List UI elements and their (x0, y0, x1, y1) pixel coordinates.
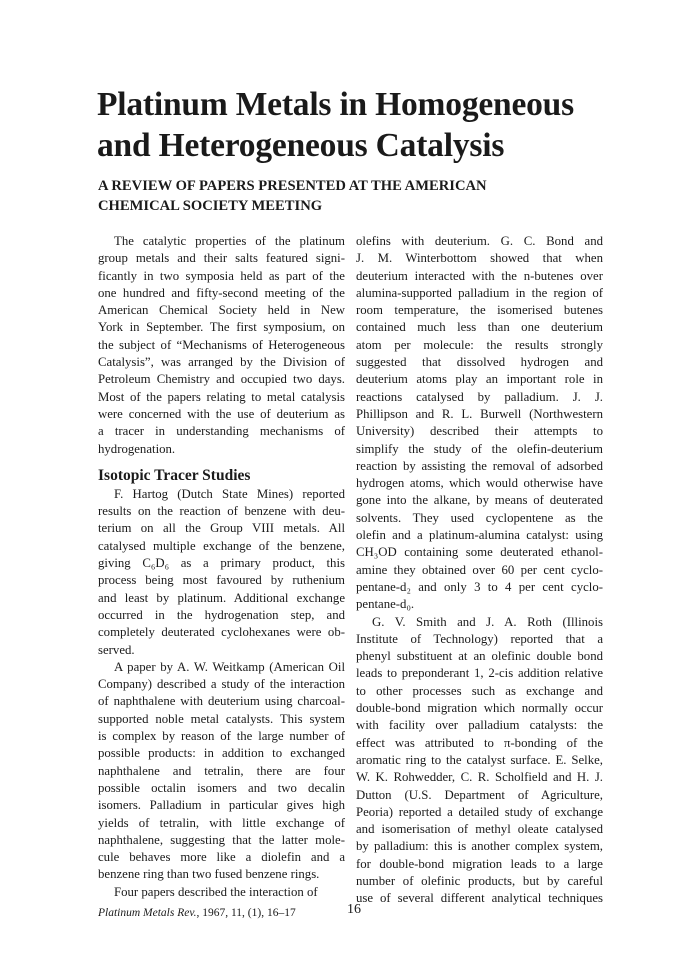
left-column (98, 233, 345, 901)
text-line: contained much less than one deuterium (356, 320, 603, 335)
text-line: reaction by assisting the removal of adsorbed (356, 458, 603, 473)
text-line: F. Hartog (Dutch State Mines) reported (114, 486, 345, 501)
text-line: phenyl substituent at an olefinic double bond (356, 649, 603, 664)
text-line: olefin and a platinum-alumina catalyst: using (356, 528, 603, 543)
text-line: CH₃OD containing some deuterated ethanol- (356, 545, 603, 560)
text-line: Phillipson and R. L. Burwell (Northwestern (356, 406, 603, 421)
text-line: amine they obtained over 60 per cent cyclo- (356, 562, 603, 577)
citation-details: , 1967, 11, (1), 16–17 (196, 907, 296, 919)
text-line: pentane-d₂ and only 3 to 4 per cent cyclo- (356, 579, 603, 594)
section-gap (98, 458, 345, 464)
text-line: aromatic ring to the catalyst surface. E. Selke, (356, 752, 603, 767)
text-line: American Chemical Society held in New (98, 303, 345, 318)
text-line: J. M. Winterbottom showed that when (356, 251, 603, 266)
text-line: Company) described a study of the interaction (98, 677, 345, 692)
text-line: possible products: in addition to exchanged (98, 746, 345, 761)
text-line: naphthalene and tetralin, there are four (98, 763, 345, 778)
text-line: one hundred and fifty-second meeting of the (98, 285, 345, 300)
text-line: simplify the study of the olefin-deuterium (356, 441, 603, 456)
text-line: deuterium atoms play an important role in (356, 372, 603, 387)
text-line: for double-bond migration leads to a large (356, 856, 603, 871)
text-line: Petroleum Chemistry and occupied two days. (98, 372, 345, 387)
text-line: served. (98, 642, 135, 657)
text-line: reactions catalysed by palladium. J. J. (356, 389, 603, 404)
text-line: Dutton (U.S. Department of Agriculture, (356, 787, 603, 802)
journal-name: Platinum Metals Rev. (98, 907, 197, 919)
text-line: Institute of Technology) reported that a (356, 631, 603, 646)
text-line: number of olefinic products, but by careful (356, 873, 603, 888)
text-line: ficantly in two symposia held as part of the (98, 268, 345, 283)
text-line: giving C₆D₆ as a primary product, this (98, 556, 345, 571)
text-line: naphthalene, suggesting that the latter mole- (98, 832, 345, 847)
section-heading: Isotopic Tracer Studies (98, 466, 251, 484)
text-line: possible octalin isomers and two decalin (98, 780, 345, 795)
text-line: deuterium interacted with the n-butenes over (356, 268, 603, 283)
text-line: solvents. They used cyclopentene as the (356, 510, 603, 525)
text-line: double-bond migration which normally occur (356, 701, 603, 716)
text-line: cule behaves more like a diolefin and a (98, 850, 345, 865)
text-line: a tracer in understanding mechanisms of (98, 424, 345, 439)
text-line: hydrogen atoms, which would otherwise have (356, 476, 603, 491)
text-line: yields of tetralin, with little exchange of (98, 815, 345, 830)
right-column (356, 233, 603, 908)
text-line: the subject of “Mechanisms of Heterogeneous (98, 337, 345, 352)
text-line: alumina-supported palladium in the region of (356, 285, 603, 300)
text-line: and least by platinum. Additional exchange (98, 590, 345, 605)
text-line: process being most favoured by ruthenium (98, 573, 345, 588)
text-line: catalysed multiple exchange of the benzene, (98, 538, 345, 553)
text-line: terium on all the Group VIII metals. All (98, 521, 345, 536)
text-line: A paper by A. W. Weitkamp (American Oil (114, 659, 345, 674)
text-line: is complex by reason of the large number of (98, 729, 345, 744)
text-line: completely deuterated cyclohexanes were ob- (98, 625, 345, 640)
text-line: pentane-d₀. (356, 597, 415, 612)
text-line: hydrogenation. (98, 441, 176, 456)
text-line: benzene ring than two fused benzene rings. (98, 867, 320, 882)
text-line: atom per molecule: the results strongly (356, 337, 603, 352)
text-line: with facility over palladium catalysts: the (356, 718, 603, 733)
footer-citation (98, 907, 296, 919)
text-line: group metals and their salts featured signi- (98, 251, 345, 266)
text-line: results on the reaction of benzene with deu- (98, 504, 345, 519)
text-line: use of several different analytical techniques (356, 891, 603, 906)
text-line: occurred in the hydrogenation step, and (98, 607, 345, 622)
text-line: York in September. The first symposium, on (98, 320, 345, 335)
text-line: The catalytic properties of the platinum (114, 234, 345, 248)
text-line: of naphthalene with deuterium using charcoal- (98, 694, 345, 709)
text-line: isomers. Palladium in particular gives high (98, 798, 345, 813)
article-title (97, 84, 637, 166)
text-line: Catalysis”, was arranged by the Division of (98, 355, 345, 370)
title-line: and Heterogeneous Catalysis (97, 127, 505, 164)
text-line: University) described their attempts to (356, 424, 603, 439)
text-line: Most of the papers relating to metal catalysis (98, 389, 345, 404)
text-line: effect was attributed to π-bonding of the (356, 735, 603, 750)
text-line: leads to preponderant 1, 2-cis addition relative (356, 666, 603, 681)
text-line: were concerned with the use of deuterium as (98, 406, 345, 421)
text-line: W. K. Rohwedder, C. R. Scholfield and H. J. (356, 770, 603, 785)
subtitle-line: CHEMICAL SOCIETY MEETING (98, 198, 323, 214)
text-line: to other processes such as exchange and (356, 683, 603, 698)
text-line: gone into the alkane, by means of deuterated (356, 493, 603, 508)
text-line: supported noble metal catalysts. This system (98, 711, 345, 726)
text-line: by palladium: this is another complex system, (356, 839, 603, 854)
text-line: suggested that dissolved hydrogen and (356, 355, 603, 370)
text-line: Peoria) reported a detailed study of exchange (356, 804, 603, 819)
article-subtitle (98, 176, 638, 216)
page-number: 16 (347, 902, 361, 917)
text-line: Four papers described the interaction of (114, 884, 318, 899)
text-line: G. V. Smith and J. A. Roth (Illinois (372, 614, 603, 629)
title-line: Platinum Metals in Homogeneous (97, 86, 574, 123)
subtitle-line: A REVIEW OF PAPERS PRESENTED AT THE AMERICAN (98, 178, 487, 194)
text-line: room temperature, the isomerised butenes (356, 303, 603, 318)
text-line: olefins with deuterium. G. C. Bond and (356, 234, 603, 248)
text-line: and isomerisation of methyl oleate catalysed (356, 822, 603, 837)
